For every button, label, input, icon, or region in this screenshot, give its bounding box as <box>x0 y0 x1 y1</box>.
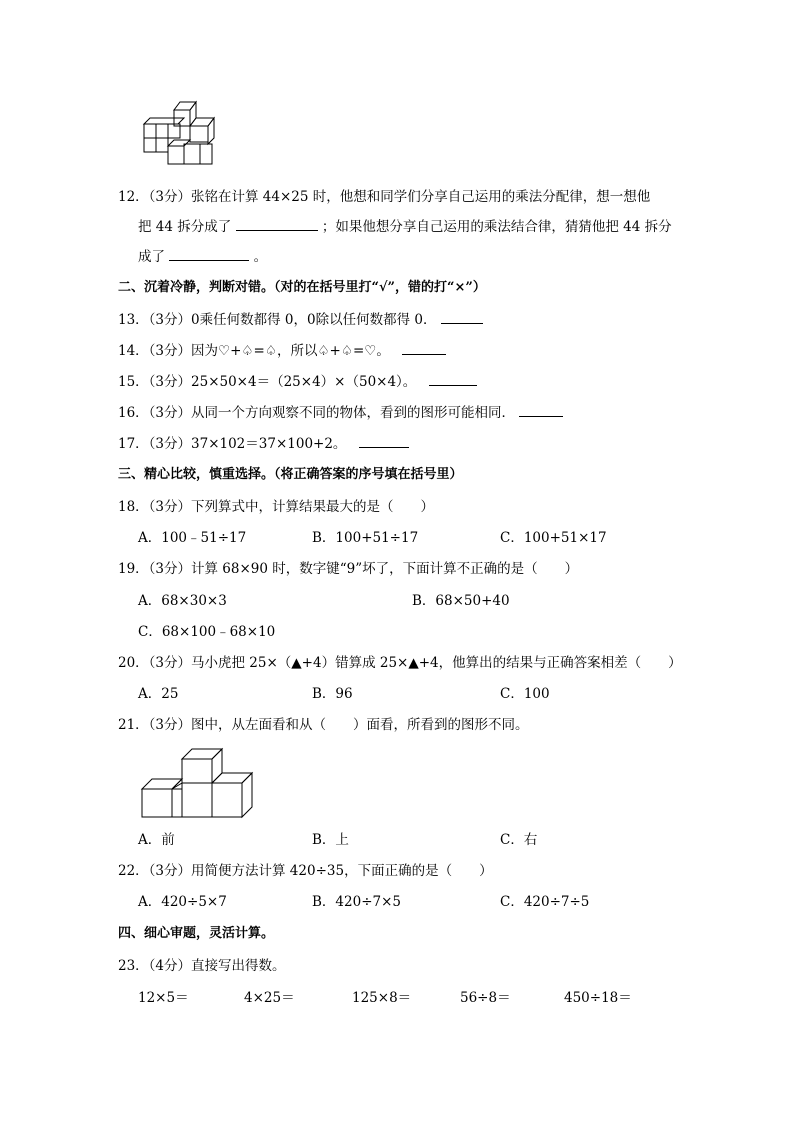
q19-option-c[interactable]: C．68×100﹣68×10 <box>138 624 276 640</box>
q20-option-b[interactable]: B．96 <box>312 686 353 702</box>
q15-text: 15．（3分）25×50×4＝（25×4）×（50×4）。 <box>118 374 417 390</box>
q17-text: 17．（3分）37×102＝37×100+2。 <box>118 436 347 452</box>
q22-text: 22．（3分）用简便方法计算 420÷35，下面正确的是（ ） <box>118 863 493 879</box>
q22-option-a[interactable]: A．420÷5×7 <box>138 894 227 910</box>
q21-text: 21．（3分）图中，从左面看和从（ ）面看，所看到的图形不同。 <box>118 717 529 733</box>
q13-answer-blank[interactable] <box>441 311 483 324</box>
q19-option-b[interactable]: B．68×50+40 <box>412 593 510 609</box>
q20-option-c[interactable]: C．100 <box>500 686 550 702</box>
q18-option-c[interactable]: C．100+51×17 <box>500 530 607 546</box>
q23-item-4: 56÷8＝ <box>460 990 511 1006</box>
q12-answer-blank-1[interactable] <box>236 218 318 231</box>
q23-item-2: 4×25＝ <box>244 990 295 1006</box>
q12-line1: 12．（3分）张铭在计算 44×25 时，他想和同学们分享自己运用的乘法分配律，想一想他 <box>118 189 651 205</box>
q12-line3-part1: 成了 <box>138 249 165 265</box>
q12-line3-part2: 。 <box>253 249 268 265</box>
q21-option-a[interactable]: A．前 <box>138 832 175 848</box>
q18-option-a[interactable]: A．100﹣51÷17 <box>138 530 247 546</box>
cube-stack-figure-top <box>138 98 218 178</box>
q20-option-a[interactable]: A．25 <box>138 686 179 702</box>
q23-text: 23．（4分）直接写出得数。 <box>118 958 286 974</box>
q17 <box>118 435 409 453</box>
q14-answer-blank[interactable] <box>402 342 446 355</box>
q23-item-5: 450÷18＝ <box>564 990 632 1006</box>
q14 <box>118 342 446 360</box>
section-2-heading: 二、沉着冷静，判断对错。（对的在括号里打“√”，错的打“×”） <box>118 280 486 295</box>
q18-option-b[interactable]: B．100+51÷17 <box>312 530 419 546</box>
q16-text: 16．（3分）从同一个方向观察不同的物体，看到的图形可能相同． <box>118 405 516 421</box>
cube-stack-figure-q21 <box>138 743 270 821</box>
q22-option-c[interactable]: C．420÷7÷5 <box>500 894 590 910</box>
q18-text: 18．（3分）下列算式中，计算结果最大的是（ ） <box>118 499 435 515</box>
q14-text: 14．（3分）因为♡+♤=♤，所以♤+♤=♡。 <box>118 343 390 359</box>
q23-item-3: 125×8＝ <box>352 990 412 1006</box>
section-3-heading: 三、精心比较，慎重选择。（将正确答案的序号填在括号里） <box>118 467 463 482</box>
q13-text: 13．（3分）0乘任何数都得 0，0除以任何数都得 0． <box>118 312 437 328</box>
q12-answer-blank-2[interactable] <box>169 248 249 261</box>
q13 <box>118 311 483 329</box>
q12-line2 <box>138 218 672 236</box>
q21-option-c[interactable]: C．右 <box>500 832 538 848</box>
q17-answer-blank[interactable] <box>359 435 409 448</box>
q19-text: 19．（3分）计算 68×90 时，数字键“9”坏了，下面计算不正确的是（ ） <box>118 561 579 577</box>
section-4-heading: 四、细心审题，灵活计算。 <box>118 926 275 941</box>
q21-option-b[interactable]: B．上 <box>312 832 349 848</box>
q22-option-b[interactable]: B．420÷7×5 <box>312 894 401 910</box>
q12-line2-part2: ；如果他想分享自己运用的乘法结合律，猜猜他把 44 拆分 <box>321 219 672 235</box>
q12-line2-part1: 把 44 拆分成了 <box>138 219 232 235</box>
q19-option-a[interactable]: A．68×30×3 <box>138 593 227 609</box>
q15 <box>118 373 477 391</box>
q23-item-1: 12×5＝ <box>138 990 189 1006</box>
q16 <box>118 404 563 422</box>
q16-answer-blank[interactable] <box>519 404 563 417</box>
q20-text: 20．（3分）马小虎把 25×（▲+4）错算成 25×▲+4，他算出的结果与正确答案相差（ ） <box>118 655 682 671</box>
q15-answer-blank[interactable] <box>429 373 477 386</box>
q12-line3 <box>138 248 267 266</box>
